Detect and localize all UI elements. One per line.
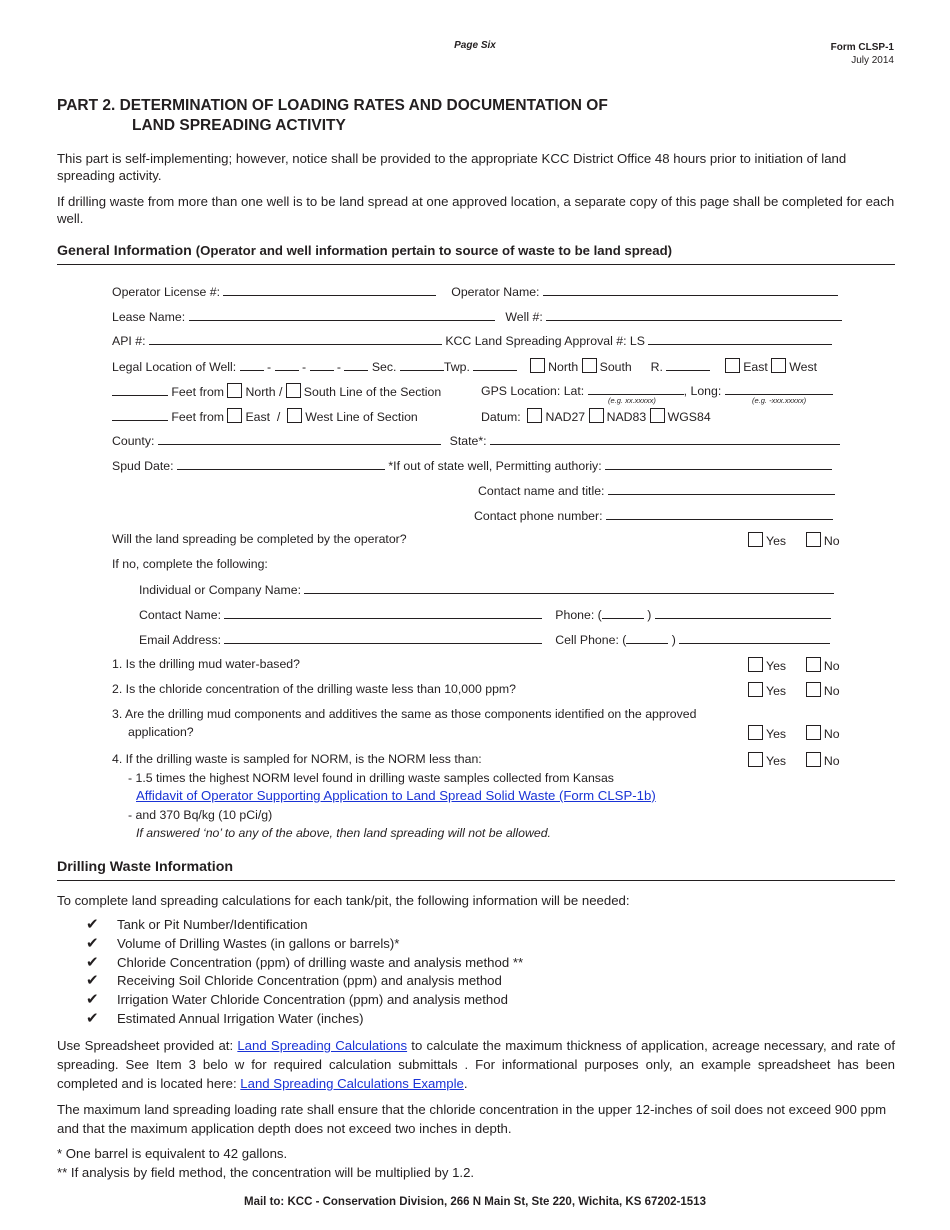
state-field[interactable] <box>490 433 840 445</box>
east-checkbox[interactable] <box>725 358 740 373</box>
form-id: Form CLSP-1 <box>830 42 894 53</box>
period: . <box>463 1076 468 1091</box>
email-row <box>139 632 830 648</box>
contact-name-label: Contact Name: <box>139 608 222 622</box>
lat-hint: (e.g. xx.xxxxx) <box>608 396 656 405</box>
south-line-label: South Line of the Section <box>303 385 442 399</box>
question-2: 2. Is the chloride concentration of the drilling waste less than 10,000 ppm? <box>112 682 516 696</box>
spreadsheet-text: to calculate the maximum thickness of application, acreage necessary, and rate of spreading. See Item 3 belo w for required calculation submittals . For informational purposes only, an example spreadsheet has been completed and is located here: <box>57 1038 896 1091</box>
feet-ew-field[interactable] <box>112 409 168 421</box>
intro-paragraph-1: This part is self-implementing; however, notice shall be provided to the appropriate KCC District Office 48 hours prior to initiation of land spreading activity. <box>57 151 847 183</box>
sec-label: Sec. <box>371 360 397 374</box>
gps-long-label: , Long: <box>683 384 722 398</box>
nad27-checkbox[interactable] <box>527 408 542 423</box>
long-hint: (e.g. -xxx.xxxxx) <box>752 396 807 405</box>
operator-name-field[interactable] <box>543 284 838 296</box>
operator-no-checkbox[interactable] <box>806 532 821 547</box>
county-label: County: <box>112 434 155 448</box>
lease-name-field[interactable] <box>189 309 495 321</box>
contact-phone-label: Contact phone number: <box>474 509 603 523</box>
check-icon: ✔ <box>86 916 99 933</box>
form-id-block <box>831 41 894 67</box>
intro-paragraph-2: If drilling waste from more than one well is to be land spread at one approved location, a separate copy of this page shall be completed for each well. <box>57 194 895 226</box>
cell-phone-field[interactable] <box>679 632 830 644</box>
spud-date-label: Spud Date: <box>112 459 174 473</box>
email-field[interactable] <box>224 632 542 644</box>
south-line-checkbox[interactable] <box>286 383 301 398</box>
lease-row <box>112 309 842 325</box>
list-item <box>86 991 523 1010</box>
legal-location-quarter-3[interactable] <box>310 359 334 371</box>
legal-location-label: Legal Location of Well: <box>112 360 237 374</box>
footnote-1: * One barrel is equivalent to 42 gallons. <box>57 1146 288 1161</box>
affidavit-link[interactable]: Affidavit of Operator Supporting Application to Land Spread Solid Waste (Form CLSP-1b) <box>136 788 656 803</box>
api-label: API #: <box>112 334 146 348</box>
check-icon: ✔ <box>86 934 99 952</box>
feet-ns-row <box>112 383 441 400</box>
drilling-intro: To complete land spreading calculations for each tank/pit, the following information will be needed: <box>57 893 630 908</box>
form-date: July 2014 <box>851 55 894 66</box>
question-4-note: If answered ‘no’ to any of the above, then land spreading will not be allowed. <box>136 826 551 840</box>
spreadsheet-paragraph <box>57 1036 895 1093</box>
q3-yes-label: Yes <box>766 727 787 741</box>
question-3-line-1: 3. Are the drilling mud components and additives the same as those components identified on the approved <box>112 707 697 721</box>
cell-phone-label: Cell Phone: ( <box>555 633 627 647</box>
kcc-approval-label: KCC Land Spreading Approval #: LS <box>445 334 645 348</box>
east-label: East <box>743 360 768 374</box>
west-line-label: West Line of Section <box>305 410 418 424</box>
spreadsheet-intro: Use Spreadsheet provided at: <box>57 1038 234 1053</box>
drilling-waste-heading: Drilling Waste Information <box>57 859 234 875</box>
west-label: West <box>789 360 818 374</box>
part-title <box>57 96 608 136</box>
south-checkbox[interactable] <box>582 358 597 373</box>
contact-name-field[interactable] <box>224 607 542 619</box>
q3-no-checkbox[interactable] <box>806 725 821 740</box>
lease-name-label: Lease Name: <box>112 310 186 324</box>
list-item-text: Volume of Drilling Wastes (in gallons or barrels)* <box>117 935 400 951</box>
requirements-list <box>86 916 523 1029</box>
q4-yes-label: Yes <box>766 754 787 768</box>
legal-location-quarter-2[interactable] <box>275 359 299 371</box>
calculations-example-link[interactable]: Land Spreading Calculations Example <box>240 1076 464 1091</box>
api-field[interactable] <box>149 333 442 345</box>
question-4-criterion-2: - and 370 Bq/kg (10 pCi/g) <box>128 808 273 822</box>
q2-no-label: No <box>823 684 840 698</box>
question-3-answers <box>748 725 840 742</box>
q1-no-label: No <box>823 659 840 673</box>
spud-row <box>112 458 832 474</box>
feet-ew-row <box>112 408 418 425</box>
question-1-answers <box>748 657 840 674</box>
list-item-text: Tank or Pit Number/Identification <box>117 917 308 932</box>
question-4-answers <box>748 752 840 769</box>
phone-number-field[interactable] <box>655 607 831 619</box>
county-field[interactable] <box>158 433 441 445</box>
contact-name-title-label: Contact name and title: <box>478 484 605 498</box>
if-no-label: If no, complete the following: <box>112 557 268 571</box>
company-name-field[interactable] <box>304 582 834 594</box>
contact-row <box>139 607 831 623</box>
mail-to: Mail to: KCC - Conservation Division, 266 N Main St, Ste 220, Wichita, KS 67202-1513 <box>244 1196 706 1208</box>
phone-area-code-field[interactable] <box>602 607 644 619</box>
list-item-text: Chloride Concentration (ppm) of drilling waste and analysis method ** <box>117 954 524 970</box>
list-item <box>86 935 523 954</box>
legal-location-quarter-1[interactable] <box>240 359 264 371</box>
datum-label: Datum: <box>481 410 521 424</box>
check-icon: ✔ <box>86 953 99 971</box>
check-icon: ✔ <box>86 972 99 990</box>
spud-date-field[interactable] <box>177 458 385 470</box>
phone-label: Phone: ( <box>555 608 602 622</box>
list-item <box>86 916 523 935</box>
nad27-label: NAD27 <box>545 410 586 424</box>
legal-location-row: Legal Location of Well: - - - Sec. Twp. North South R. East West <box>112 360 818 374</box>
company-name-label: Individual or Company Name: <box>139 583 301 597</box>
permitting-authority-label: *If out of state well, Permitting authoriy: <box>388 459 602 473</box>
nad83-label: NAD83 <box>606 410 647 424</box>
north-line-checkbox[interactable] <box>227 383 242 398</box>
contact-name-title-field[interactable] <box>608 483 835 495</box>
well-number-label: Well #: <box>505 310 543 324</box>
q1-no-checkbox[interactable] <box>806 657 821 672</box>
state-label: State*: <box>449 434 487 448</box>
page-label: Page Six <box>454 40 496 51</box>
company-row <box>139 582 834 598</box>
check-icon: ✔ <box>86 991 99 1009</box>
calculations-link[interactable]: Land Spreading Calculations <box>237 1038 408 1053</box>
datum-row <box>481 408 711 425</box>
south-label: South <box>599 360 632 374</box>
part-title-line2: LAND SPREADING ACTIVITY <box>132 117 346 134</box>
question-3-line-2: application? <box>128 725 194 739</box>
check-icon: ✔ <box>86 1009 99 1027</box>
operator-license-row <box>112 284 838 300</box>
general-info-heading <box>57 243 672 259</box>
list-item-text: Estimated Annual Irrigation Water (inches) <box>117 1010 364 1026</box>
q3-yes-checkbox[interactable] <box>748 725 763 740</box>
west-checkbox[interactable] <box>771 358 786 373</box>
permitting-authority-field[interactable] <box>605 458 832 470</box>
north-label: North <box>548 360 579 374</box>
list-item <box>86 1010 523 1029</box>
operator-yes-label: Yes <box>766 534 787 548</box>
legal-location-quarter-4[interactable] <box>344 359 368 371</box>
drilling-section-divider <box>57 880 895 881</box>
nad83-checkbox[interactable] <box>589 408 604 423</box>
list-item-text: Irrigation Water Chloride Concentration (ppm) and analysis method <box>117 992 508 1008</box>
q1-yes-label: Yes <box>766 659 787 673</box>
q1-yes-checkbox[interactable] <box>748 657 763 672</box>
wgs84-checkbox[interactable] <box>650 408 665 423</box>
east-line-label: East <box>245 410 271 424</box>
operator-question: Will the land spreading be completed by the operator? <box>112 532 407 546</box>
gps-long-field[interactable] <box>725 383 833 395</box>
q4-no-checkbox[interactable] <box>806 752 821 767</box>
q2-yes-label: Yes <box>766 684 787 698</box>
list-item <box>86 954 523 973</box>
range-label: R. <box>650 360 663 374</box>
email-label: Email Address: <box>139 633 222 647</box>
gps-lat-field[interactable] <box>588 383 684 395</box>
feet-from-label-2: Feet from <box>171 410 225 424</box>
q4-no-label: No <box>823 754 840 768</box>
sec-field[interactable] <box>400 359 444 371</box>
contact-phone-field[interactable] <box>606 508 833 520</box>
wgs84-label: WGS84 <box>667 410 711 424</box>
q4-yes-checkbox[interactable] <box>748 752 763 767</box>
county-row <box>112 433 840 449</box>
question-1: 1. Is the drilling mud water-based? <box>112 657 300 671</box>
operator-license-field[interactable] <box>223 284 436 296</box>
contact-title-row <box>478 483 835 499</box>
question-4: 4. If the drilling waste is sampled for NORM, is the NORM less than: <box>112 752 482 766</box>
east-line-checkbox[interactable] <box>227 408 242 423</box>
phone-paren-close: ) <box>647 608 652 622</box>
cell-area-code-field[interactable] <box>626 632 668 644</box>
q2-no-checkbox[interactable] <box>806 682 821 697</box>
q2-yes-checkbox[interactable] <box>748 682 763 697</box>
feet-ns-field[interactable] <box>112 384 168 396</box>
range-field[interactable] <box>666 359 710 371</box>
contact-phone-row <box>474 508 833 524</box>
gps-lat-label: GPS Location: Lat: <box>481 384 585 398</box>
list-item <box>86 972 523 991</box>
kcc-approval-field[interactable] <box>648 333 832 345</box>
general-info-note: (Operator and well information pertain to source of waste to be land spread) <box>195 243 673 258</box>
max-rate-paragraph: The maximum land spreading loading rate shall ensure that the chloride concentration in the upper 12-inches of soil does not exceed 900 ppm and that the maximum application depth does not exceed two inches in depth. <box>57 1102 887 1136</box>
list-item-text: Receiving Soil Chloride Concentration (ppm) and analysis method <box>117 973 502 989</box>
operator-license-label: Operator License #: <box>112 285 221 299</box>
feet-from-label: Feet from <box>171 385 225 399</box>
operator-yes-checkbox[interactable] <box>748 532 763 547</box>
twp-field[interactable] <box>473 359 517 371</box>
question-4-criterion-1: - 1.5 times the highest NORM level found in drilling waste samples collected from Kansas <box>128 771 614 785</box>
api-row <box>112 333 832 349</box>
cell-paren-close: ) <box>671 633 676 647</box>
part-title-line1: PART 2. DETERMINATION OF LOADING RATES AND DOCUMENTATION OF <box>57 97 608 114</box>
question-2-answers <box>748 682 840 699</box>
q3-no-label: No <box>823 727 840 741</box>
general-info-title: General Information <box>57 243 192 259</box>
operator-name-label: Operator Name: <box>451 285 540 299</box>
footnote-2: ** If analysis by field method, the concentration will be multiplied by 1.2. <box>57 1165 475 1180</box>
north-checkbox[interactable] <box>530 358 545 373</box>
well-number-field[interactable] <box>546 309 842 321</box>
north-line-label: North / <box>245 385 283 399</box>
operator-question-answers <box>748 532 840 549</box>
operator-no-label: No <box>823 534 840 548</box>
slash-label: / <box>276 410 281 424</box>
section-divider <box>57 264 895 265</box>
twp-label: Twp. <box>443 360 470 374</box>
west-line-checkbox[interactable] <box>287 408 302 423</box>
